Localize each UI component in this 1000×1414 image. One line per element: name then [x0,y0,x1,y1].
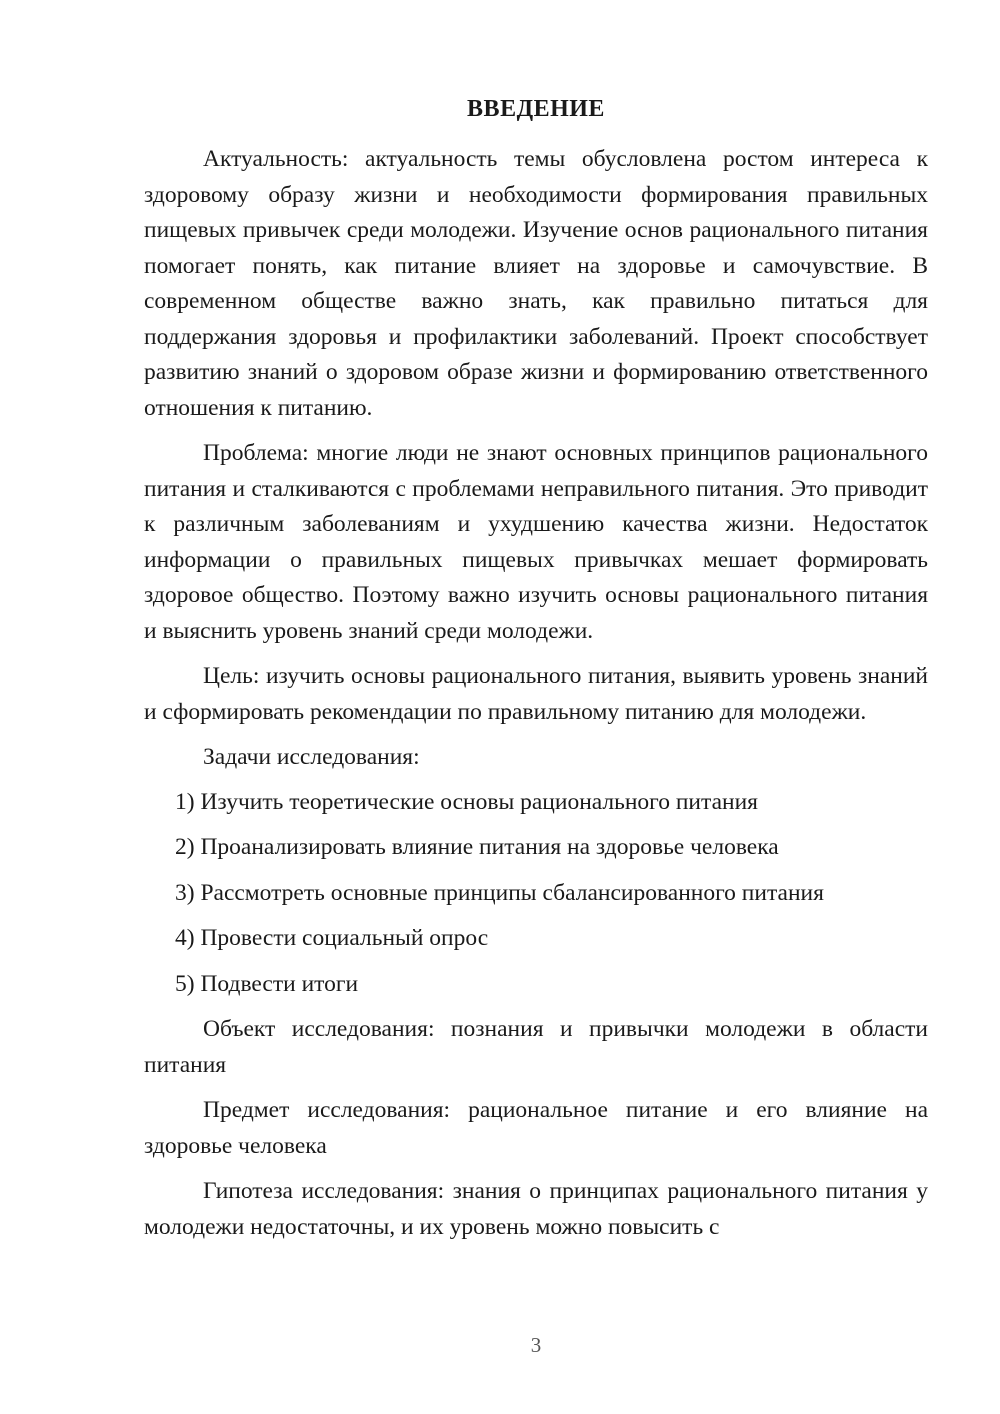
subject-paragraph: Предмет исследования: рациональное питание и его влияние на здоровье человека [144,1097,928,1159]
list-item: 5) Подвести итоги [175,970,359,997]
page-number: 3 [530,1333,542,1357]
list-item: 4) Провести социальный опрос [175,925,489,951]
problem-paragraph: Проблема: многие люди не знают основных принципов рационального питания и сталкиваются с проблемами неправильного питания. Это приводит к различным заболеваниям и ухудшению качества жизни. Недостаток информации о правильных пищевых привычках мешает формировать здоровое общество. Поэтому важно изучить основы рационального питания и выяснить уровень знаний среди молодежи. [144,440,928,644]
relevance-paragraph: Актуальность: актуальность темы обусловлена ростом интереса к здоровому образу жизни и необходимости формирования правильных пищевых привычек среди молодежи. Изучение основ рационального питания помогает понять, как питание влияет на здоровье и самочувствие. В современном обществе важно знать, как правильно питаться для поддержания здоровья и профилактики заболеваний. Проект способствует развитию знаний о здоровом образе жизни и формированию ответственного отношения к питанию. [144,146,928,421]
object-paragraph: Объект исследования: познания и привычки молодежи в области питания [144,1016,928,1078]
list-item: 1) Изучить теоретические основы рационального питания [175,788,758,815]
section-body [144,142,928,1245]
section-title: ВВЕДЕНИЕ [467,96,605,122]
task-list [144,785,928,1003]
tasks-heading: Задачи исследования: [203,744,420,770]
list-item: 3) Рассмотреть основные принципы сбалансированного питания [175,879,824,906]
list-item: 2) Проанализировать влияние питания на здоровье человека [175,834,779,860]
goal-paragraph: Цель: изучить основы рационального питания, выявить уровень знаний и сформировать рекомендации по правильному питанию для молодежи. [144,663,928,725]
hypothesis-paragraph: Гипотеза исследования: знания о принципах рационального питания у молодежи недостаточны, и их уровень можно повысить с [144,1178,928,1240]
